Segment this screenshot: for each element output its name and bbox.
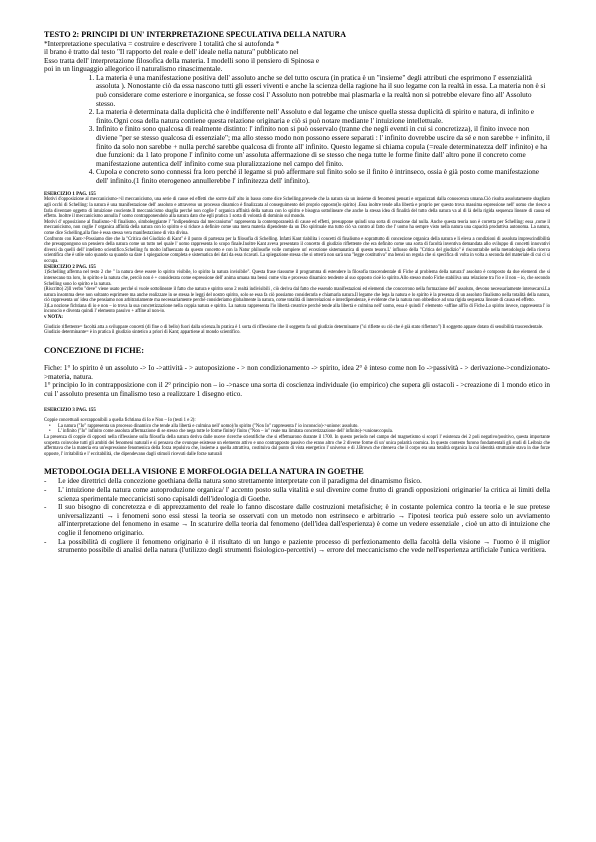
exercise-paragraph: (Riscritto) 2)Il verbo "deve" viene usato perché si vuole sottolineare il fatto che natura e spirito sono 2 realtà indivisibili , ciò deriva dal fatto che essendo manifestazioni ed elementi che concorrono nella formazione dell' assoluto, devono necessariamente intersecarsi.La natura insomma deve non soltanto esprimere ma anche realizzare in se stessa le leggi del nostro spirito, solo se essa fa ciò possiamo considerarla e chiamarla natura.Il legame che lega la natura e lo spirito è la presenza di un assoluto finalismo nella totalità della natura, ciò rappresenta un' idea che pensiamo non arbitrariamente ma necessariamente perché consideriamo globalmente la natura, come totalità di interrelazioni e interdipendenze, è evidente che la natura non obbedisce ad una rigida sequenza lineare di causa ed effetto. xyxy=(44,287,550,304)
list-item: - Le idee direttrici della concezione goethiana della natura sono strettamente interpretate con il paradigma del dinamismo fisico. xyxy=(44,477,550,486)
exercise-intro: Coppie concettuali sovrapponibili a quella fichtiana di Io e Non – Io (testi 1 e 2): xyxy=(44,418,196,424)
exercise-paragraph: Motivi d'opposizione al meccanicismo->il meccanicismo, una serie di cause ed effetti che sorrre dall' alto in basso come dice Schelling.prevede che la natura sia un insieme di fenomeni pensati e organizzati dalla conoscenza umana.Ciò risulta assolutamente sbagliato agli occhi di Schelling: la natura è una manifestazione dell' assoluto e attraverso un processo dinamico è finalizzata al conseguimento del proprio opposto(lo spirito) .Essa inoltre tende alla libertà e proprio per questo trova massima espressione nell' uomo che riesce a farla diventare oggetto di intuizione cosciente.Il meccanicismo sbaglia perché non coglie l' organica affinità della natura con lo spirito e bisogna sottolineare che anche la stessa idea di finalità del tutto della natura va al di là della rigida sequenza lineare di causa ed effetto. Inoltre il meccanicismo annulla l' uomo contrapponendolo alla natura dato che egli pratica 1 sorta di volontà di dominio sul mondo. xyxy=(44,197,550,220)
pairs-list xyxy=(44,424,550,435)
goethe-title: METODOLOGIA DELLA VISIONE E MORFOLOGIA DELLA NATURA IN GOETHE xyxy=(44,467,364,477)
section-title: TESTO 2: PRINCIPI DI UN' INTERPRETAZIONE SPECULATIVA DELLA NATURA xyxy=(44,30,346,39)
list-item: 3. Infinito e finito sono qualcosa di realmente distinto: l' infinito non si può osservalo (tranne che negli eventi in cui si concretizza), il finito invece non diviene "per se stesso qualcosa di essenziale"; ma allo stesso modo non possono essere separati : l' infinito dovrebbe uscire da sé e non sarebbe + infinito, il finito da solo non sarebbe + nulla perché sarebbe qualcosa di fronte all' infinito. Questo legame si chiama copula (=reale determinatezza dell' infinito) e ha due funzioni: da 1 lato propone l' infinito come un' assoluta affermazione di se stesso che nega tutte le forme finite dall' altro pone il concreto come manifestazione autentica dell' infinito come sua pluralizzazione nel campo del finito. xyxy=(96,125,550,168)
exercise-paragraph: La presenza di coppie di opposti nella riflessione sulla filosofia della natura deriva dalle nuove ricerche scientifiche che si effettuarono durante il 1700. In questo periodo nel campo del magnetismo si scoprì l' esistenza dei 2 poli negativo/positivo, questa importante scoperta coinvolse tutti gli ambiti dei fenomeni naturali e si pensava che ovunque esistesse un elemento attivo e uno contrapposto passivo che erano altro che 2 diverse forme di un' unica polarità cosmica. In questo contesto furono fondamentali gli studi di Leibniz che affermava che la materia era un'espressione fenomenica della forza repulsiva che, insieme a quella attrattiva, costituiva dal punto di vista energetico l' universo e di J.Brown che riteneva che il corpo era una totalità organica la cui identità strutturale stava in due forze opposte, l' irritabilità e l' eccitabilità, che dipendevano dagli stimoli ricevuti dalle forze naturali xyxy=(44,435,550,457)
intro-line: *Interpretazione speculativa = costruire e descrivere 1 totalità che si autofonda * xyxy=(44,38,280,48)
intro-line: il brano è tratto dal testo "Il rapporto del reale e dell' ideale nella natura" pubblicato nel xyxy=(44,47,299,57)
list-item: - La possibilità di cogliere il fenomeno originario è il risultato di un lungo e paziente processo di perfezionamento della facoltà della visione → l'uomo è il miglior strumento possibile di analisi della natura (l'utilizzo degli strumenti fisiologico-percettivi) → errore del meccanicismo che vede nell'esperienza artificiale l'unica veritiera. xyxy=(44,538,550,555)
exercise-paragraph: Motivi d' opposizione al finalismo->Il finalismo, simboleggiante l' "indipendenza dal meccanismo" rappresenta la contemporaneità di cause ed effetti, presuppone quindi una sorta di creazione dal nulla. Anche questa teoria non è corretta per Schelling: essa ,come il meccanicismo, non coglie l' organica affinità della natura con lo spirito e si riduce a definire come una mera materia dipendente da un Dio spirituale ma tutto ciò va contro al fatto che l' uomo ha sempre visto nella natura una capacità produttiva autonoma. La natura, come dice Schelling,alla fine è essa stessa vera manifestazione di vita divina. xyxy=(44,219,550,236)
fichte-paragraph: Fiche: 1° lo spirito è un assoluto -> Io ->attività - > autoposizione - > non condizionamento -> spirito, idea 2° è inteso come non Io ->passività - > derivazione->condizionato->materia, natura. xyxy=(44,364,550,381)
list-item: 4. Cupola e concreto sono connessi fra loro perché il legame si può affermare sul finito solo se il finito è intrinseco, ossia è già posto come manifestazione dell' infinito.(1 finito eterogeneo annullerebbe l' infinitezza dell' infinito). xyxy=(96,168,550,185)
list-item: 1. La materia è una manifestazione positiva dell' assoluto anche se del tutto oscura (in pratica è un "insieme" degli attributi che esprimono l' essenzialità assoluta ). Nonostante ciò da essa nascono tutti gli esseri viventi e anche la scienza della ragione ha il suo legame con la realtà in essa. La materia non è si può considerare come esteriore e inorganica, se fosse così l' Assoluto non potrebbe mai plasmarla e la realtà non si potrebbe elevare fino all' Assoluto stesso. xyxy=(96,74,550,108)
list-item: • La natura ("Io" rappresenta un processo dinamico che tende alla libertà e culmina nell' uomo)/lo spirito ("Non Io" rappresenta l' io inconscio)->unione: assoluto. xyxy=(44,424,550,430)
list-item: - Il suo bisogno di concretezza e di apprezzamento del reale lo fanno discostare dalle costruzioni metafisiche; è in costante polemica contro la teoria e le sue pretese universalizzanti → i fenomeni sono essi stessi la teoria se osservati con un metodo non estrinseco e arbitrario → l'ipotesi teorica può essere solo un avviamento all'interpretazione del fenomeno in esame → In scaturire della teoria dal fenomeno (dell'idea dall'esperienza) è come un vedere essenziale , cioè un atto di intuizione che coglie il fenomeno originario. xyxy=(44,503,550,537)
note-label: v NOTA: xyxy=(44,315,64,321)
intro-line: poi in un linguaggio allegorico il naturalismo rinascimentale. xyxy=(44,64,223,74)
list-item: • L' infinito ("Io" infinito come assoluta affermazione di se stesso che nega tutte le forme finite)/ finito ("Non – io" reale ma limitata concretizzazione dell' infinito)->unione:copula. xyxy=(44,429,550,435)
principles-list xyxy=(44,74,550,186)
exercise-heading: ESERCIZIO 1 PAG. 155 xyxy=(44,191,96,197)
list-item: - L' intuizione della natura come autoproduzione organica/ l' accento posto sulla vitalità e sul divenire come frutto di grandi opposizioni originarie/ la critica ai limiti della scienza sperimentale meccanicisti sono capisaldi dell'ideologia di Goethe. xyxy=(44,486,550,503)
exercise-paragraph: Confronto con Kant->Possiamo dire che la "Critica del Giudizio di Kant" è il punto di partenza per la filosofia di Schelling. Infatti Kant riabilita i concetti di finalismo e soprattutto di concezione organica della natura e li eleva a condizioni di assoluta imprescindibilità che presuppongono un pensiero della natura come un tutto nel quale l' uomo rappresenta lo scopo finale.Inoltre Kant aveva presentato il concetto di giudizio riflettente che era definito come una sorta di facoltà inventiva demandata allo sviluppo di concetti innovativi diversi da quelli dell' intelletto scientifico.Schelling fu molto influenzato da questo concetto e con la Natur philosofie volle compiere un' eccezione sistemanatica di questo tesoro.L' influsso della "Critica del giudizio" è riscontrabile nella metodologia della ricerca scientifica che è utile solo quando sa quando sa dare 1 spiegazione completa e sistematica dei dati da essa ricavati. La spiegazione stessa che si otterrà non sarà una "legge costitutiva" ma bensì un regola che si specifica di volta in volta a seconda del materiale di cui ci si occupa. xyxy=(44,236,550,264)
list-item: 2. La materia è determinata dalla duplicità che è indifferente nell' Assoluto e dal legame che unisce quella stessa duplicità di spirito e natura, di infinito e finito.Ogni cosa della natura contiene questa relazione originaria e ciò si può notare mediante l' intuizione intellettuale. xyxy=(96,108,550,125)
exercise-heading: ESERCIZIO 2 PAG. 155 xyxy=(44,264,96,270)
intro-line: Esso tratta dell' interpretazione filosofica della materia. I modelli sono il pensiero di Spinosa e xyxy=(44,55,320,65)
note-paragraph: Giudizio determinante= è in pratica il giudizio sintetico a priori di Kant; appartiene al mondo scientifico. xyxy=(44,330,241,336)
fichte-paragraph: 1° principio Io in contrapposizione con il 2° principio non – io ->nasce una sorta di coscienza individuale (io empirico) che supera gli ostacoli - >creazione di 1 mondo etico in cui l' assoluto presenta un finalismo teso a realizzare 1 disegno etico. xyxy=(44,381,550,398)
exercise-paragraph: 1)Schelling afferma nel testo 2 che " la natura deve essere lo spirito visibile, lo spirito la natura invisibile". Questa frase riassume il programma di estendere la filosofia trascendentale di Fiche al problema della natura:l' assoluto è composto da due elementi che si intersecano tra loro, lo spirito e la natura che, perciò non è + considerata come espressione dell' anima umana ma bensì come vita e processo dinamico tendente al suo opposto cioè lo spirito.Allo stesso modo Fiche stabiliva una relazione tra l'io e il non – io, che secondo Schelling sono lo spirito e la natura. xyxy=(44,270,550,287)
exercise-paragraph: 3)La nozione fichtiana di io e non – io trova la sua concretizzazione nella coppia natura e spirito. La natura rappresenta l'io libertà creatrice perché tende alla libertà e culmina nell' uomo, essa è quindi l' elemento +affine all'Io di Fiche.Lo spirito invece, rappresenta l' io inconscio e diventa quindi l' elemento passivo + affine al non-io. xyxy=(44,303,550,315)
goethe-list xyxy=(44,477,550,554)
exercise-heading: ESERCIZIO 3 PAG. 155 xyxy=(44,408,96,414)
fichte-title: CONCEZIONE DI FICHE: xyxy=(44,346,145,356)
note-paragraph: Giudizio riflettente= facoltà atta a sviluppare concetti (di fine o di bello) fuori dalla scienza.In pratica è 1 sorta di riflessione che il soggetto fa sul giudizio determinante ("si riflette su ciò che è già stato riflettuto") Il soggetto appare dotato di sensibilità trascendentale. xyxy=(44,324,544,330)
